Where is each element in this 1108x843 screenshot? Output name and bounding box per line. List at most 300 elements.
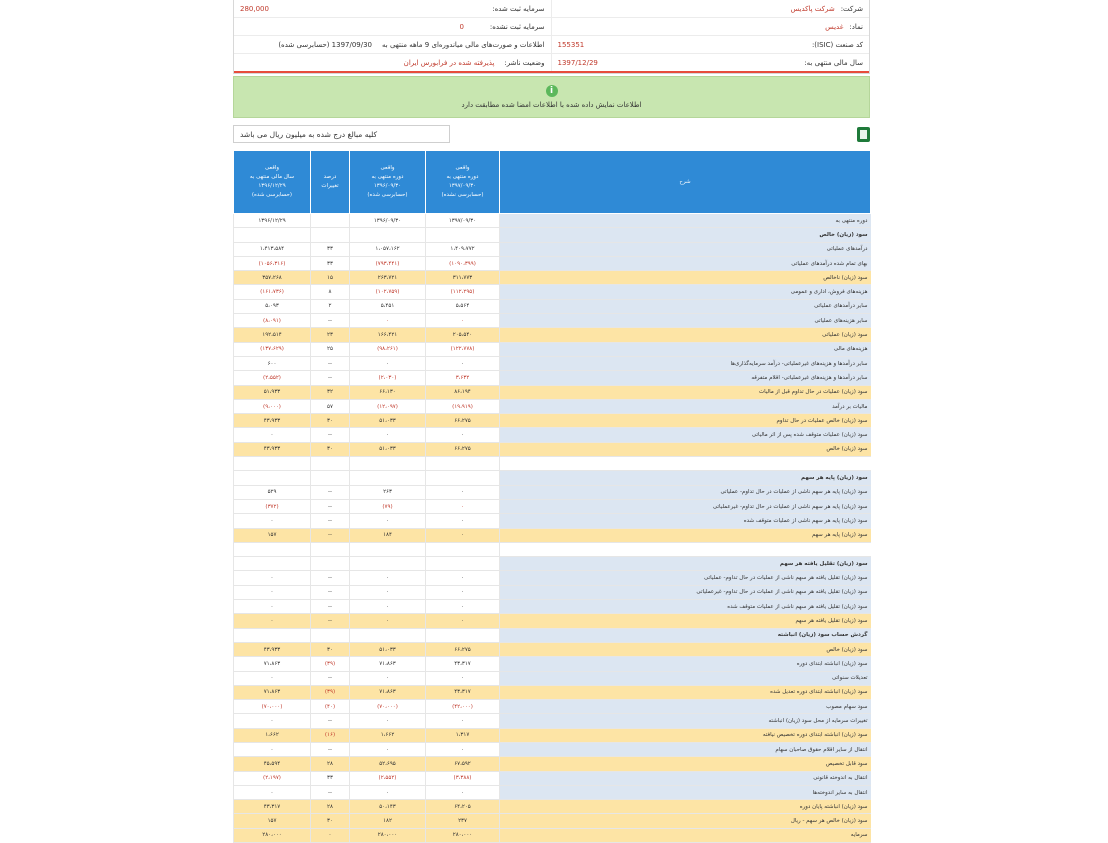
row-label: درآمدهای عملیاتی [500, 242, 871, 256]
capital-reg-label: سرمایه ثبت شده: [492, 4, 545, 13]
row-value-v2: ۰ [350, 742, 426, 756]
row-label: سرمایه [500, 828, 871, 842]
row-value-v3 [311, 457, 350, 471]
row-label: سود (زیان) عملیات در حال تداوم قبل از مالیات [500, 385, 871, 399]
report-label: اطلاعات و صورت‌های مالی میاندوره‌ای 9 ماهه منتهی به [382, 40, 545, 49]
row-value-v2: ۵۲،۶۹۵ [350, 757, 426, 771]
table-row [234, 700, 871, 714]
row-value-v4: (۷۰،۰۰۰) [234, 700, 311, 714]
row-value-v4: ۴۳،۹۳۳ [234, 642, 311, 656]
row-value-v4: ۴۵،۵۹۴ [234, 757, 311, 771]
isic-value: 155351 [557, 40, 585, 49]
row-value-v1 [426, 542, 500, 556]
row-label: سود (زیان) تقلیل یافته هر سهم [500, 557, 871, 571]
row-value-v2: ۱۳۹۶/۰۹/۳۰ [350, 214, 426, 228]
row-value-v4 [234, 471, 311, 485]
row-label: گردش حساب سود (زیان) انباشته [500, 628, 871, 642]
row-label: تغییرات سرمایه از محل سود (زیان) انباشته [500, 714, 871, 728]
row-value-v2: ۵۱،۰۳۳ [350, 414, 426, 428]
row-label: سود (زیان) تقلیل یافته هر سهم ناشی از عملیات متوقف شده [500, 600, 871, 614]
row-value-v4 [234, 228, 311, 242]
row-value-v1: ۲۸۰،۰۰۰ [426, 828, 500, 842]
row-label: سود (زیان) خالص [500, 442, 871, 456]
row-label: انتقال به سایر اندوخته‌ها [500, 785, 871, 799]
capital-unreg-cell [234, 18, 552, 35]
row-value-v4: ۰ [234, 614, 311, 628]
row-value-v2 [350, 628, 426, 642]
row-value-v2 [350, 542, 426, 556]
row-value-v1: ۲۳۷ [426, 814, 500, 828]
row-label: سود (زیان) انباشته ابتدای دوره تخصیص نیافته [500, 728, 871, 742]
row-value-v3: ۸ [311, 285, 350, 299]
row-value-v1: ۰ [426, 671, 500, 685]
row-value-v4 [234, 457, 311, 471]
row-value-v3: -- [311, 742, 350, 756]
row-value-v3: -- [311, 671, 350, 685]
row-value-v2: ۱۶۶،۴۲۱ [350, 328, 426, 342]
row-value-v4 [234, 557, 311, 571]
row-value-v2: ۰ [350, 671, 426, 685]
row-value-v4: ۶۰۰ [234, 356, 311, 370]
table-row [234, 714, 871, 728]
company-info-panel [233, 0, 870, 74]
row-value-v3: -- [311, 499, 350, 513]
isic-cell [552, 36, 870, 53]
row-value-v3: (۳۹) [311, 657, 350, 671]
row-value-v2: ۰ [350, 514, 426, 528]
row-value-v4: (۸،۰۹۱) [234, 314, 311, 328]
row-value-v4: ۳۵۷،۲۶۸ [234, 271, 311, 285]
row-value-v2 [350, 471, 426, 485]
row-value-v4: (۹،۰۰۰) [234, 399, 311, 413]
capital-unreg-value: 0 [459, 22, 464, 31]
row-value-v2: (۲،۵۵۲) [350, 771, 426, 785]
row-value-v1: ۰ [426, 428, 500, 442]
row-label: سود سهام مصوب [500, 700, 871, 714]
row-value-v2: ۰ [350, 600, 426, 614]
row-value-v4: (۳۷۲) [234, 499, 311, 513]
table-row [234, 642, 871, 656]
row-value-v1: (۳،۳۸۸) [426, 771, 500, 785]
row-value-v3: (۱۶) [311, 728, 350, 742]
company-label: شرکت: [840, 4, 863, 13]
row-value-v3: -- [311, 614, 350, 628]
table-row [234, 528, 871, 542]
row-value-v3: ۳۳ [311, 242, 350, 256]
row-value-v1: ۰ [426, 485, 500, 499]
isic-label: کد صنعت (ISIC): [811, 40, 863, 49]
report-value: 1397/09/30 (حسابرسی شده) [278, 40, 373, 49]
row-label: انتقال از سایر اقلام حقوق صاحبان سهام [500, 742, 871, 756]
row-label: سود (زیان) انباشته ابتدای دوره تعدیل شده [500, 685, 871, 699]
table-row [234, 757, 871, 771]
row-value-v1: (۱۹،۹۱۹) [426, 399, 500, 413]
row-value-v3: (۳۹) [311, 685, 350, 699]
row-value-v2: (۹۸،۲۶۱) [350, 342, 426, 356]
row-value-v4: ۲۸۰،۰۰۰ [234, 828, 311, 842]
row-value-v3: -- [311, 714, 350, 728]
status-cell [234, 54, 552, 71]
row-value-v3: ۳۳ [311, 771, 350, 785]
report-cell [234, 36, 552, 53]
unit-note: کلیه مبالغ درج شده به میلیون ریال می باشد [233, 125, 450, 143]
row-value-v1: ۶۴،۲۰۵ [426, 800, 500, 814]
row-value-v2: ۱،۰۵۷،۱۶۲ [350, 242, 426, 256]
row-value-v1 [426, 228, 500, 242]
row-value-v1: ۰ [426, 585, 500, 599]
row-value-v4: ۱،۶۶۲ [234, 728, 311, 742]
row-value-v1: ۰ [426, 314, 500, 328]
fiscal-label: سال مالی منتهی به: [804, 58, 863, 67]
row-value-v1: ۰ [426, 714, 500, 728]
table-row [234, 457, 871, 471]
row-value-v2: ۷۱،۸۶۳ [350, 685, 426, 699]
row-label: سود (زیان) پایه هر سهم [500, 471, 871, 485]
row-value-v2: (۲،۰۳۰) [350, 371, 426, 385]
table-row [234, 242, 871, 256]
table-row [234, 285, 871, 299]
header-desc: شرح [500, 151, 871, 214]
row-value-v1 [426, 628, 500, 642]
row-value-v3 [311, 628, 350, 642]
table-row [234, 628, 871, 642]
row-value-v1: ۰ [426, 600, 500, 614]
table-row [234, 485, 871, 499]
row-value-v4: ۰ [234, 785, 311, 799]
row-value-v2: ۰ [350, 785, 426, 799]
row-value-v1: ۸۶،۱۹۴ [426, 385, 500, 399]
row-value-v3: -- [311, 585, 350, 599]
row-label: هزینه‌های فروش، اداری و عمومی [500, 285, 871, 299]
row-label: سود (زیان) انباشته ابتدای دوره [500, 657, 871, 671]
row-value-v1: ۰ [426, 514, 500, 528]
row-value-v4: ۱،۴۱۳،۵۸۴ [234, 242, 311, 256]
row-value-v3: ۵۷ [311, 399, 350, 413]
row-value-v1: ۰ [426, 785, 500, 799]
row-value-v1 [426, 457, 500, 471]
capital-reg-value: 280,000 [240, 4, 269, 13]
company-cell [552, 0, 870, 17]
row-value-v4: ۰ [234, 571, 311, 585]
row-value-v3: -- [311, 371, 350, 385]
table-row [234, 414, 871, 428]
row-label: سود (زیان) تقلیل یافته هر سهم [500, 614, 871, 628]
row-value-v1: ۰ [426, 528, 500, 542]
row-value-v2: ۲۶۳ [350, 485, 426, 499]
row-label: سایر درآمدها و هزینه‌های غیرعملیاتی- اقلام متفرقه [500, 371, 871, 385]
row-value-v3: ۲ [311, 299, 350, 313]
table-row [234, 499, 871, 513]
row-value-v4: ۰ [234, 585, 311, 599]
table-row [234, 428, 871, 442]
row-value-v4: ۱۳۹۶/۱۲/۲۹ [234, 214, 311, 228]
row-label: دوره منتهی به [500, 214, 871, 228]
header-col1: واقعی دوره منتهی به ۱۳۹۷/۰۹/۳۰ (حسابرسی نشده) [426, 151, 500, 214]
status-label: وضعیت ناشر: [504, 58, 545, 67]
row-value-v2: ۵۱،۰۳۳ [350, 642, 426, 656]
row-label: انتقال به اندوخته قانونی [500, 771, 871, 785]
table-row [234, 271, 871, 285]
row-value-v3: ۳۲ [311, 385, 350, 399]
row-value-v2: ۵،۴۵۱ [350, 299, 426, 313]
row-value-v4: (۱۶۱،۷۳۶) [234, 285, 311, 299]
row-value-v1: ۲۰۵،۵۴۰ [426, 328, 500, 342]
row-label: سود (زیان) خالص عملیات در حال تداوم [500, 414, 871, 428]
row-value-v3: ۲۸ [311, 800, 350, 814]
row-value-v4: ۰ [234, 600, 311, 614]
row-label: سود (زیان) خالص [500, 228, 871, 242]
row-value-v4: ۰ [234, 514, 311, 528]
symbol-value[interactable]: غدیس [825, 22, 844, 31]
row-label: سود (زیان) ناخالص [500, 271, 871, 285]
row-value-v2: ۰ [350, 714, 426, 728]
table-row [234, 356, 871, 370]
report-page [233, 0, 870, 843]
table-row [234, 542, 871, 556]
row-value-v3: ۳۰ [311, 414, 350, 428]
row-label: سود (زیان) پایه هر سهم ناشی از عملیات متوقف شده [500, 514, 871, 528]
row-value-v2 [350, 228, 426, 242]
row-value-v3: -- [311, 571, 350, 585]
row-value-v1: ۱۳۹۷/۰۹/۳۰ [426, 214, 500, 228]
row-value-v4: ۷۱،۸۶۳ [234, 657, 311, 671]
row-value-v1: ۰ [426, 571, 500, 585]
row-value-v4: (۲،۵۵۲) [234, 371, 311, 385]
row-value-v3: -- [311, 314, 350, 328]
row-value-v4: ۴۳،۳۱۷ [234, 800, 311, 814]
row-value-v2 [350, 557, 426, 571]
row-value-v3: -- [311, 514, 350, 528]
row-label: سود (زیان) تقلیل یافته هر سهم ناشی از عملیات در حال تداوم- غیرعملیاتی [500, 585, 871, 599]
table-row [234, 442, 871, 456]
capital-reg-cell [234, 0, 552, 17]
row-label: مالیات بر درآمد [500, 399, 871, 413]
row-value-v2: ۱،۶۶۲ [350, 728, 426, 742]
row-value-v3: ۳۰ [311, 642, 350, 656]
row-value-v1: ۶۶،۲۷۵ [426, 414, 500, 428]
row-value-v2: (۷۹۳،۴۴۱) [350, 256, 426, 270]
row-value-v3: ۱۵ [311, 271, 350, 285]
row-label [500, 542, 871, 556]
row-value-v3: ۰ [311, 828, 350, 842]
row-value-v2: ۵۰،۱۴۳ [350, 800, 426, 814]
row-value-v2: (۷۹) [350, 499, 426, 513]
table-row [234, 571, 871, 585]
row-value-v1: ۶۶،۲۷۵ [426, 642, 500, 656]
table-row [234, 328, 871, 342]
verification-banner [233, 76, 870, 118]
table-row [234, 299, 871, 313]
row-value-v4: ۵،۰۹۳ [234, 299, 311, 313]
row-value-v1: ۳۱۱،۷۷۳ [426, 271, 500, 285]
row-value-v4: (۱۰۵۶،۳۱۶) [234, 256, 311, 270]
table-row [234, 385, 871, 399]
row-value-v2: (۱۲،۰۹۷) [350, 399, 426, 413]
row-value-v3: ۳۳ [311, 256, 350, 270]
row-value-v4: ۰ [234, 428, 311, 442]
table-row [234, 657, 871, 671]
table-row [234, 514, 871, 528]
row-value-v3 [311, 542, 350, 556]
status-value: پذیرفته شده در فرابورس ایران [403, 58, 495, 67]
row-value-v1: (۱۱۲،۲۹۵) [426, 285, 500, 299]
info-icon: i [546, 85, 558, 97]
row-value-v2: (۷۰،۰۰۰) [350, 700, 426, 714]
table-row [234, 814, 871, 828]
table-row [234, 471, 871, 485]
table-row [234, 557, 871, 571]
row-value-v1: ۵،۵۶۴ [426, 299, 500, 313]
row-value-v3: -- [311, 356, 350, 370]
row-value-v4: ۰ [234, 714, 311, 728]
row-label: سود (زیان) خالص [500, 642, 871, 656]
row-value-v4: ۰ [234, 742, 311, 756]
row-value-v3: ۲۵ [311, 342, 350, 356]
table-row [234, 399, 871, 413]
row-value-v2: ۰ [350, 314, 426, 328]
table-row [234, 585, 871, 599]
row-value-v1: ۶۷،۵۹۲ [426, 757, 500, 771]
table-row [234, 214, 871, 228]
row-value-v3 [311, 228, 350, 242]
row-value-v1: (۴۲،۰۰۰) [426, 700, 500, 714]
row-label: سود (زیان) خالص هر سهم - ریال [500, 814, 871, 828]
row-value-v3 [311, 214, 350, 228]
row-value-v2: ۰ [350, 356, 426, 370]
row-label: سود (زیان) تقلیل یافته هر سهم ناشی از عملیات در حال تداوم- عملیاتی [500, 571, 871, 585]
row-value-v4: ۴۳،۹۳۳ [234, 442, 311, 456]
symbol-label: نماد: [849, 22, 863, 31]
excel-icon[interactable] [857, 127, 870, 142]
table-row [234, 828, 871, 842]
row-value-v2: ۰ [350, 428, 426, 442]
row-value-v1 [426, 557, 500, 571]
table-row [234, 800, 871, 814]
row-value-v1 [426, 471, 500, 485]
row-value-v2: ۰ [350, 614, 426, 628]
table-row [234, 728, 871, 742]
row-label: سود (زیان) پایه هر سهم [500, 528, 871, 542]
fiscal-value: 1397/12/29 [557, 58, 598, 67]
row-value-v2: ۰ [350, 571, 426, 585]
table-row [234, 371, 871, 385]
row-label: سود (زیان) پایه هر سهم ناشی از عملیات در حال تداوم- عملیاتی [500, 485, 871, 499]
banner-text: اطلاعات نمایش داده شده با اطلاعات امضا شده مطابقت دارد [461, 101, 642, 109]
row-value-v1: (۱۰۹۰،۳۹۹) [426, 256, 500, 270]
row-value-v4: ۵۱،۹۳۳ [234, 385, 311, 399]
table-row [234, 256, 871, 270]
row-label: سود قابل تخصیص [500, 757, 871, 771]
row-value-v1: ۰ [426, 499, 500, 513]
row-value-v1: ۶۶،۲۷۵ [426, 442, 500, 456]
row-label: هزینه‌های مالی [500, 342, 871, 356]
row-label: سایر درآمدهای عملیاتی [500, 299, 871, 313]
row-value-v1: ۰ [426, 614, 500, 628]
header-col2: واقعی دوره منتهی به ۱۳۹۶/۰۹/۳۰ (حسابرسی شده) [350, 151, 426, 214]
table-row [234, 742, 871, 756]
row-label [500, 457, 871, 471]
row-value-v4: (۲،۱۹۷) [234, 771, 311, 785]
table-row [234, 785, 871, 799]
symbol-cell [552, 18, 870, 35]
row-value-v2: ۰ [350, 585, 426, 599]
row-value-v4 [234, 628, 311, 642]
company-value[interactable]: شرکت پاکدیس [790, 4, 835, 13]
row-value-v4: ۰ [234, 671, 311, 685]
row-value-v4: (۱۳۷،۶۲۹) [234, 342, 311, 356]
table-row [234, 342, 871, 356]
row-value-v3 [311, 557, 350, 571]
header-col4: واقعی سال مالی منتهی به ۱۳۹۶/۱۲/۲۹ (حسابرسی شده) [234, 151, 311, 214]
row-value-v3: ۳۰ [311, 442, 350, 456]
row-value-v3: -- [311, 428, 350, 442]
row-value-v2: ۲۸۰،۰۰۰ [350, 828, 426, 842]
row-value-v2: (۱۰۲،۷۵۹) [350, 285, 426, 299]
row-value-v4 [234, 542, 311, 556]
row-value-v3: ۲۸ [311, 757, 350, 771]
row-label: سود (زیان) عملیاتی [500, 328, 871, 342]
row-value-v1: ۱،۴۰۹،۷۷۲ [426, 242, 500, 256]
row-value-v4: ۱۵۷ [234, 814, 311, 828]
row-value-v2 [350, 457, 426, 471]
row-label: سود (زیان) انباشته پایان دوره [500, 800, 871, 814]
table-row [234, 771, 871, 785]
header-col3: درصد تغییرات [311, 151, 350, 214]
row-value-v4: ۵۲۹ [234, 485, 311, 499]
table-row [234, 614, 871, 628]
row-value-v2: ۲۶۳،۷۲۱ [350, 271, 426, 285]
capital-unreg-label: سرمایه ثبت نشده: [489, 22, 545, 31]
row-value-v1: ۱،۳۱۷ [426, 728, 500, 742]
row-label: سایر هزینه‌های عملیاتی [500, 314, 871, 328]
row-value-v1: ۴۳،۳۱۷ [426, 657, 500, 671]
row-value-v3: ۳۰ [311, 814, 350, 828]
row-value-v1: ۰ [426, 742, 500, 756]
table-row [234, 600, 871, 614]
row-value-v4: ۴۳،۹۳۳ [234, 414, 311, 428]
row-value-v4: ۷۱،۸۶۳ [234, 685, 311, 699]
fiscal-cell [552, 54, 870, 71]
row-value-v2: ۶۶،۱۳۰ [350, 385, 426, 399]
row-value-v2: ۵۱،۰۳۳ [350, 442, 426, 456]
row-value-v1: (۱۲۲،۷۷۸) [426, 342, 500, 356]
row-value-v3: ۲۳ [311, 328, 350, 342]
row-value-v2: ۷۱،۸۶۳ [350, 657, 426, 671]
row-label: تعدیلات سنواتی [500, 671, 871, 685]
row-label: سایر درآمدها و هزینه‌های غیرعملیاتی- درآمد سرمایه‌گذاری‌ها [500, 356, 871, 370]
table-row [234, 685, 871, 699]
row-value-v4: ۱۹۲،۵۱۴ [234, 328, 311, 342]
row-value-v4: ۱۵۷ [234, 528, 311, 542]
row-value-v3: -- [311, 485, 350, 499]
row-value-v1: ۰ [426, 356, 500, 370]
row-value-v2: ۱۸۴ [350, 528, 426, 542]
row-value-v1: ۴۳،۳۱۷ [426, 685, 500, 699]
table-body [234, 214, 871, 843]
income-statement-table [233, 150, 871, 843]
row-value-v3: -- [311, 600, 350, 614]
row-value-v3 [311, 471, 350, 485]
row-value-v3: -- [311, 528, 350, 542]
row-value-v3: (۴۰) [311, 700, 350, 714]
row-value-v1: ۳،۶۳۲ [426, 371, 500, 385]
row-label: بهای تمام شده درآمدهای عملیاتی [500, 256, 871, 270]
row-value-v2: ۱۸۲ [350, 814, 426, 828]
row-label: سود (زیان) عملیات متوقف شده پس از اثر مالیاتی [500, 428, 871, 442]
table-row [234, 314, 871, 328]
table-row [234, 228, 871, 242]
row-value-v3: -- [311, 785, 350, 799]
